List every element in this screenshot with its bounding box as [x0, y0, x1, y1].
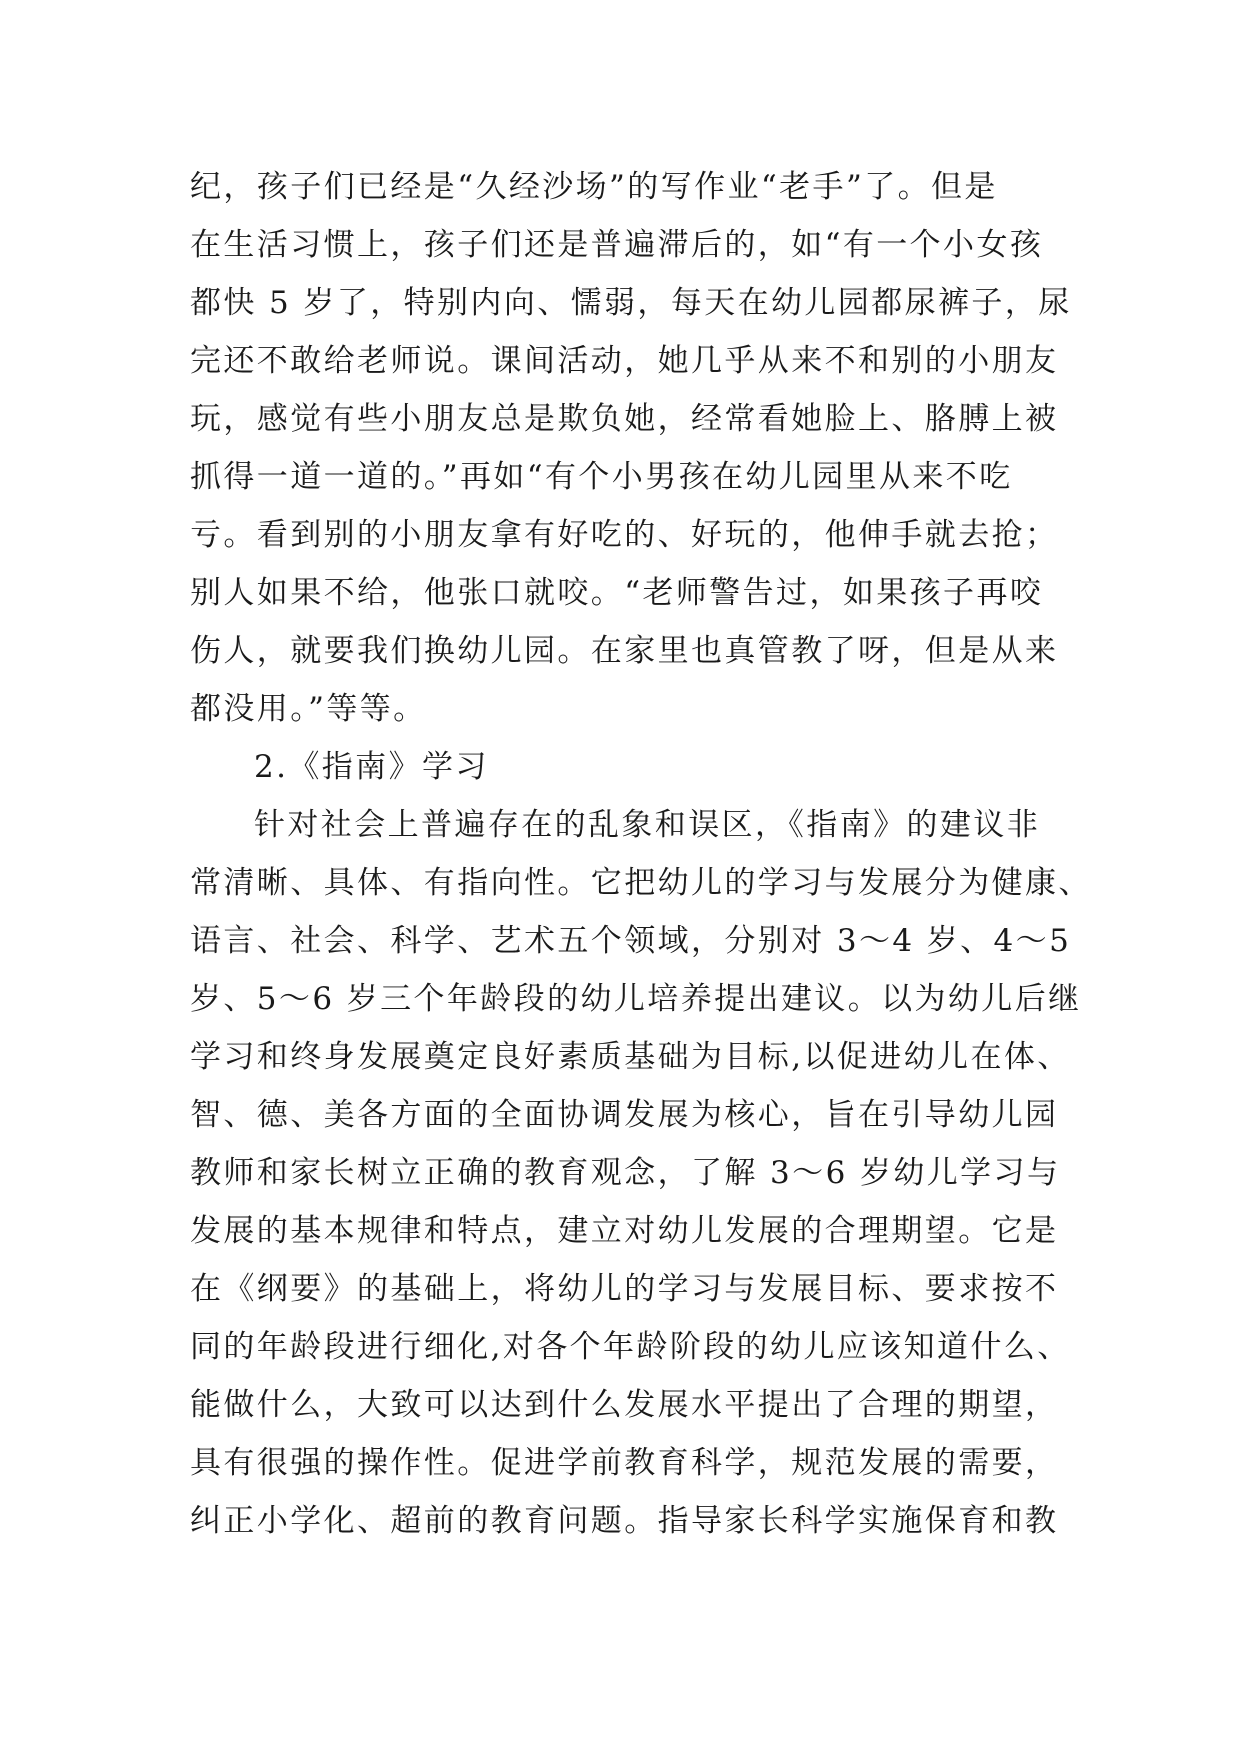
text-line: 同的年龄段进行细化,对各个年龄阶段的幼儿应该知道什么、 — [190, 1329, 1071, 1365]
text-line: 玩，感觉有些小朋友总是欺负她，经常看她脸上、胳膊上被 — [190, 401, 1059, 437]
text-line: 智、德、美各方面的全面协调发展为核心，旨在引导幼儿园 — [190, 1097, 1059, 1133]
text-line: 都没用。”等等。 — [190, 691, 427, 727]
text-line: 抓得一道一道的。”再如“有个小男孩在幼儿园里从来不吃 — [190, 459, 1013, 495]
text-line: 纪，孩子们已经是“久经沙场”的写作业“老手”了。但是 — [190, 169, 998, 205]
text-line: 别人如果不给，他张口就咬。“老师警告过，如果孩子再咬 — [190, 575, 1044, 611]
text-line: 发展的基本规律和特点，建立对幼儿发展的合理期望。它是 — [190, 1213, 1059, 1249]
text-line: 常清晰、具体、有指向性。它把幼儿的学习与发展分为健康、 — [190, 865, 1092, 901]
text-line: 能做什么，大致可以达到什么发展水平提出了合理的期望， — [190, 1387, 1059, 1423]
text-line: 针对社会上普遍存在的乱象和误区，《指南》的建议非 — [254, 807, 1041, 843]
text-line: 岁、5～6 岁三个年龄段的幼儿培养提出建议。以为幼儿后继 — [190, 981, 1082, 1017]
section-heading: 2.《指南》学习 — [254, 749, 489, 785]
text-line: 语言、社会、科学、艺术五个领域，分别对 3～4 岁、4～5 — [190, 923, 1072, 959]
text-line: 学习和终身发展奠定良好素质基础为目标,以促进幼儿在体、 — [190, 1039, 1071, 1075]
text-line: 在生活习惯上，孩子们还是普遍滞后的，如“有一个小女孩 — [190, 227, 1044, 263]
text-line: 亏。看到别的小朋友拿有好吃的、好玩的，他伸手就去抢； — [190, 517, 1059, 553]
text-line: 都快 5 岁了，特别内向、懦弱，每天在幼儿园都尿裤子，尿 — [190, 285, 1072, 321]
text-line: 在《纲要》的基础上，将幼儿的学习与发展目标、要求按不 — [190, 1271, 1059, 1307]
text-line: 教师和家长树立正确的教育观念，了解 3～6 岁幼儿学习与 — [190, 1155, 1061, 1191]
text-line: 伤人，就要我们换幼儿园。在家里也真管教了呀，但是从来 — [190, 633, 1059, 669]
text-line: 具有很强的操作性。促进学前教育科学，规范发展的需要， — [190, 1445, 1059, 1481]
body-text — [190, 158, 1092, 1550]
text-line: 纠正小学化、超前的教育问题。指导家长科学实施保育和教 — [190, 1503, 1059, 1539]
text-line: 完还不敢给老师说。课间活动，她几乎从来不和别的小朋友 — [190, 343, 1059, 379]
